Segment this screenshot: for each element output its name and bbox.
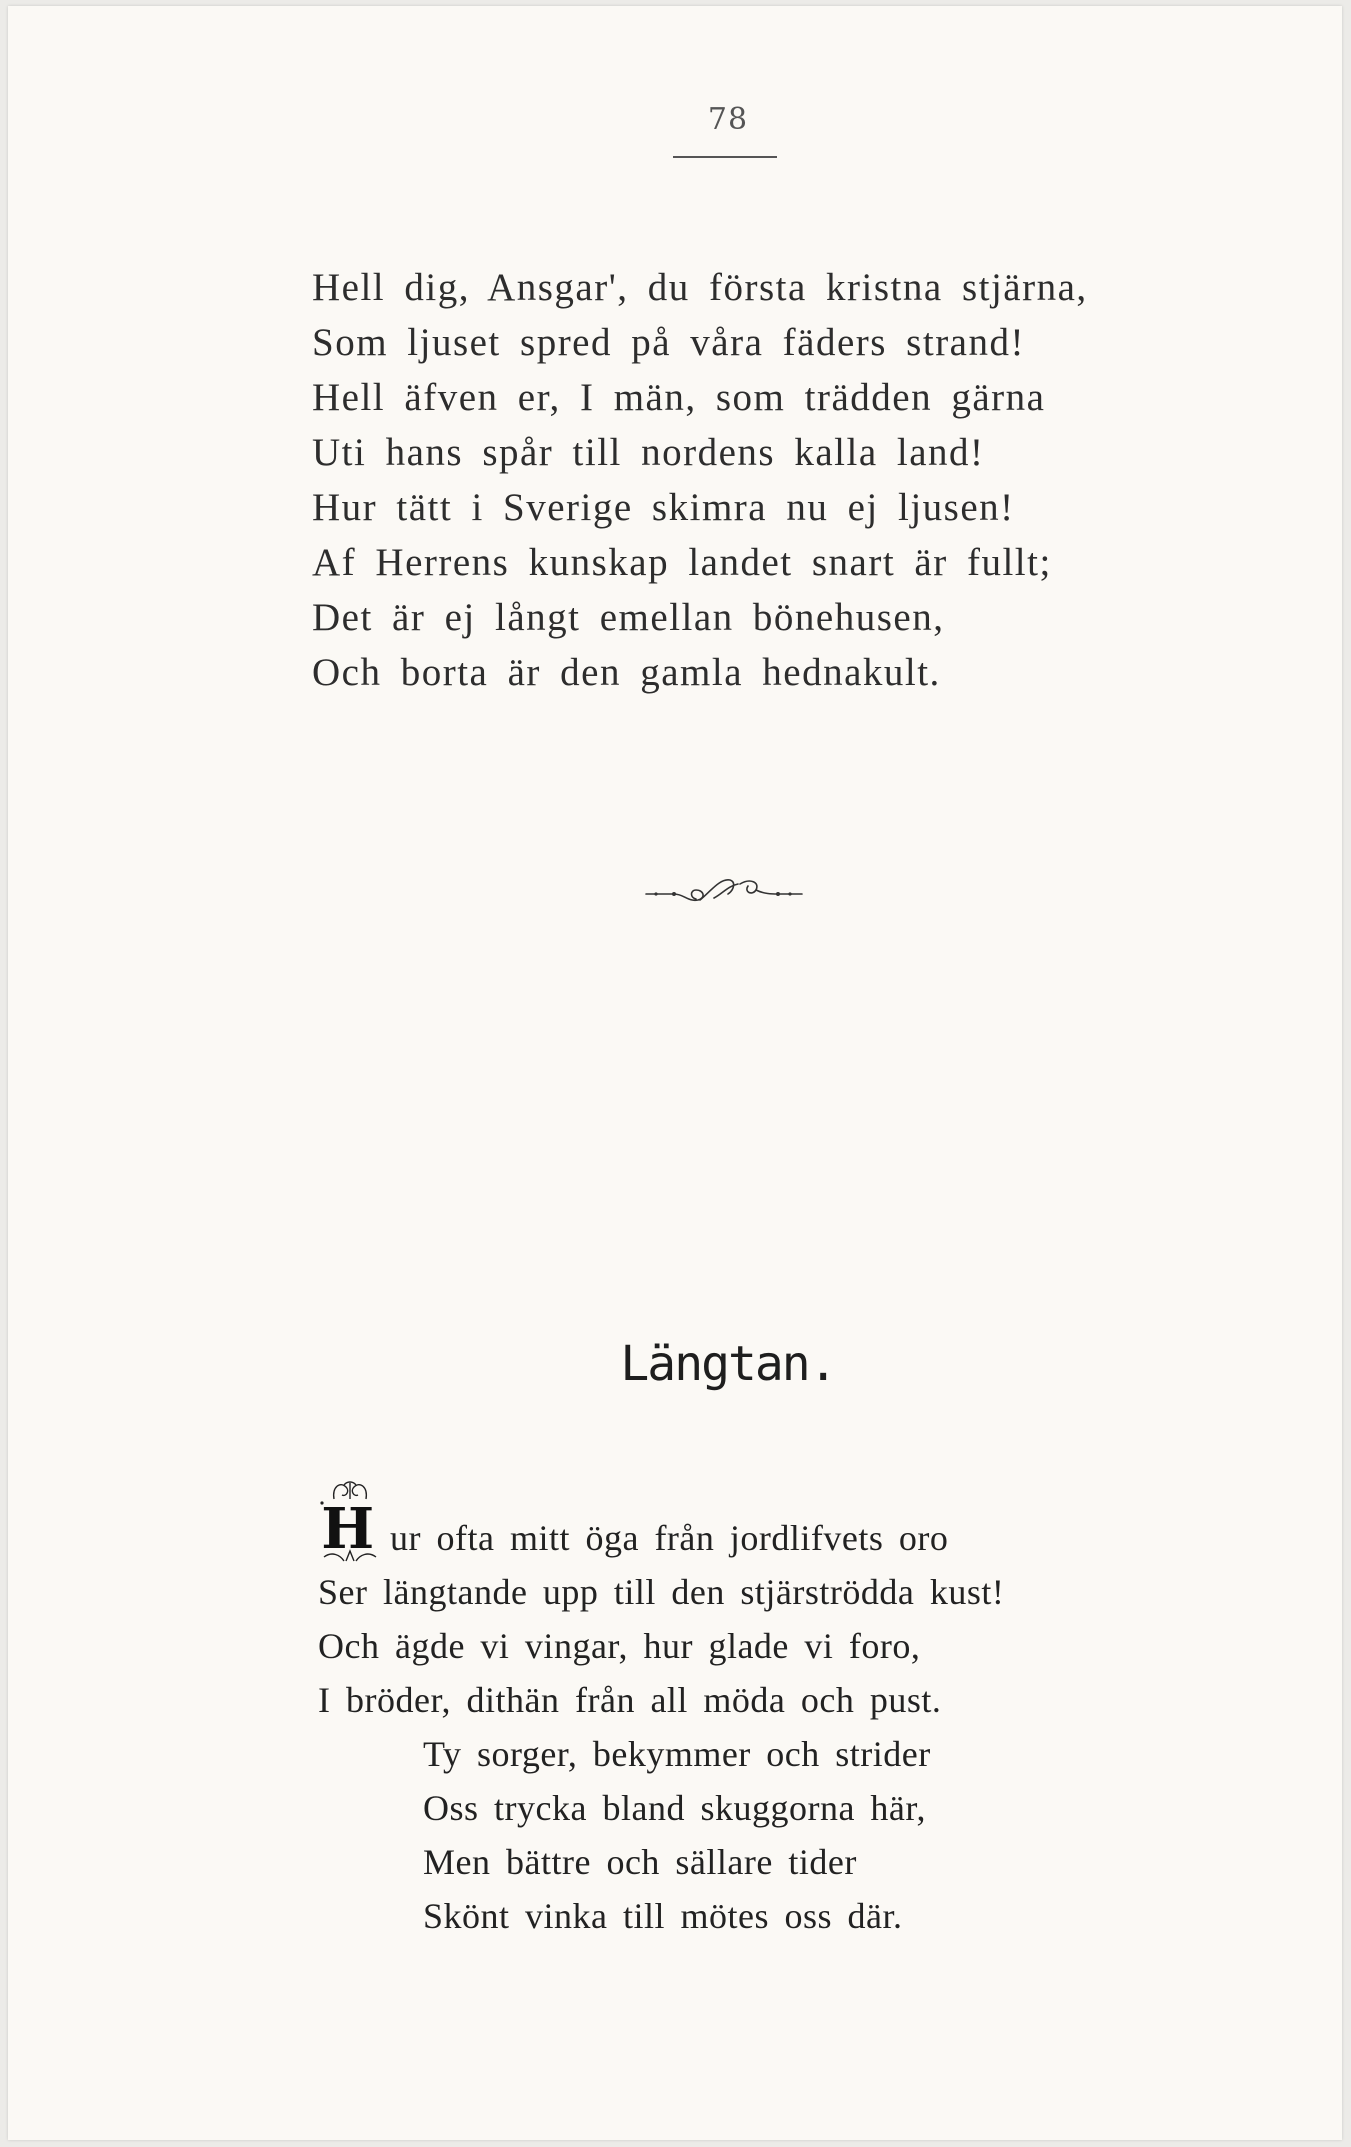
poem-indented-line: Ty sorger, bekymmer och strider — [423, 1734, 931, 1774]
book-page — [8, 6, 1342, 2140]
floral-divider-icon — [644, 872, 804, 912]
poem-indented-line: Skönt vinka till mötes oss där. — [423, 1896, 903, 1936]
stanza-line: Hell äfven er, I män, som trädden gärna — [312, 376, 1046, 419]
stanza-line: Uti hans spår till nordens kalla land! — [312, 431, 985, 474]
stanza-line: Och borta är den gamla hednakult. — [312, 651, 941, 694]
page-number-rule — [673, 156, 777, 158]
poem-line: I bröder, dithän från all möda och pust. — [318, 1680, 942, 1720]
stanza-line: Af Herrens kunskap landet snart är fullt; — [312, 541, 1052, 584]
drop-cap-letter: H — [321, 1496, 375, 1562]
poem-line: Och ägde vi vingar, hur glade vi foro, — [318, 1626, 921, 1666]
poem-langtan — [318, 1496, 1005, 1943]
page-number: 78 — [707, 102, 749, 137]
stanza-line: Hell dig, Ansgar', du första kristna stjärna, — [312, 266, 1088, 309]
ornamental-drop-cap — [314, 1477, 386, 1563]
poem-indented-line: Oss trycka bland skuggorna här, — [423, 1788, 926, 1828]
poem-indented-line: Men bättre och sällare tider — [423, 1842, 857, 1882]
poem-first-line — [318, 1496, 1004, 1565]
stanza-line: Hur tätt i Sverige skimra nu ej ljusen! — [312, 486, 1015, 529]
stanza-line: Som ljuset spred på våra fäders strand! — [312, 321, 1025, 364]
stanza-line: Det är ej långt emellan bönehusen, — [312, 596, 945, 639]
closing-stanza — [312, 260, 1088, 700]
poem-first-line-text: ur ofta mitt öga från jordlifvets oro — [390, 1518, 949, 1558]
poem-line: Ser längtande upp till den stjärströdda kust! — [318, 1572, 1005, 1612]
poem-title: Längtan. — [620, 1336, 836, 1392]
